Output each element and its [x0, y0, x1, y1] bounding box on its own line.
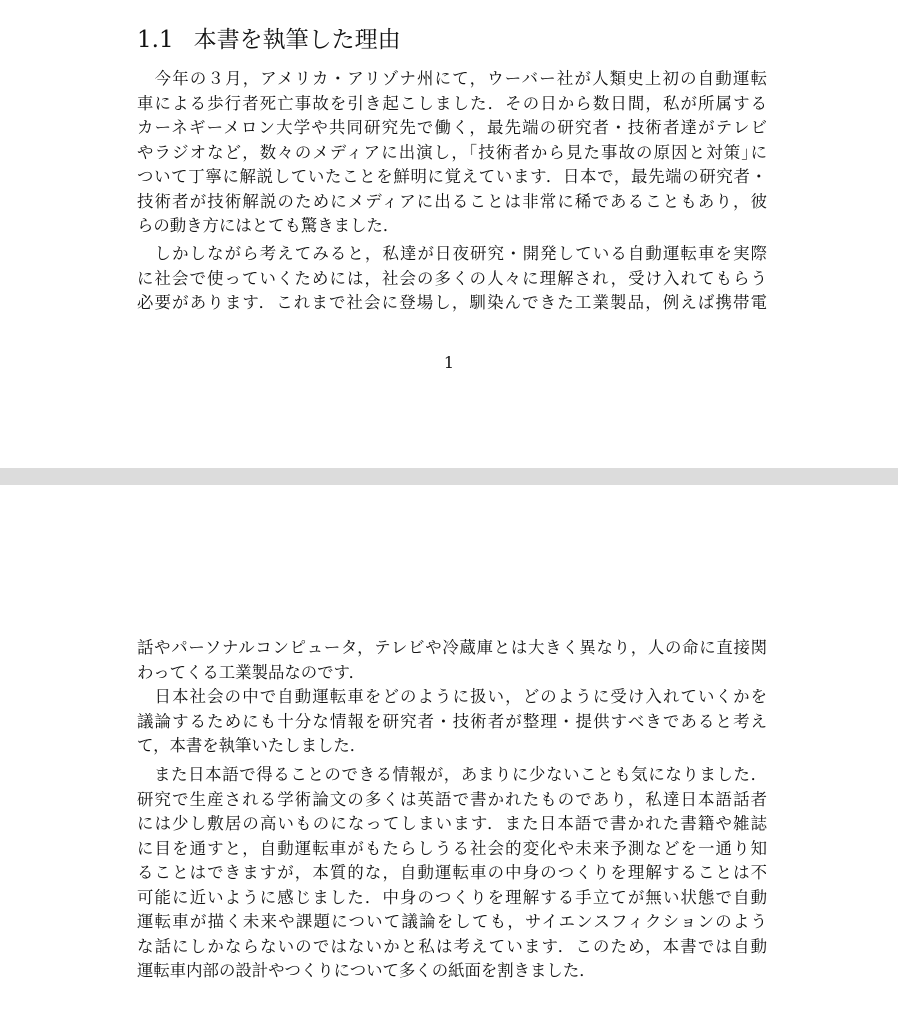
text-line: 今年の３月，アメリカ・アリゾナ州にて，ウーバー社が人類史上初の自動運転 [137, 69, 767, 88]
paragraph-2 [137, 242, 767, 316]
text-line: 話やパーソナルコンピュータ，テレビや冷蔵庫とは大きく異なり，人の命に直接関 [137, 638, 767, 657]
paragraph-1 [137, 67, 767, 239]
text-line: らの動き方にはとても驚きました． [137, 216, 400, 235]
text-line: ることはできますが，本質的な，自動運転車の中身のつくりを理解することは不 [137, 863, 767, 882]
text-line: わってくる工業製品なのです． [137, 662, 365, 682]
text-line: 日本社会の中で自動運転車をどのように扱い，どのように受け入れていくかを [137, 687, 767, 706]
section-heading [137, 24, 401, 56]
text-line: 研究で生産される学術論文の多くは英語で書かれたものであり，私達日本語話者 [137, 789, 767, 809]
text-line: ついて丁寧に解説していたことを鮮明に覚えています．日本で，最先端の研究者・ [137, 167, 767, 186]
text-line: 議論するためにも十分な情報を研究者・技術者が整理・提供すべきであると考え [137, 711, 767, 731]
text-line: しかしながら考えてみると，私達が日夜研究・開発している自動運転車を実際 [137, 244, 767, 263]
text-line: 車による歩行者死亡事故を引き起こしました．その日から数日間，私が所属する [137, 93, 767, 113]
text-line: には少し敷居の高いものになってしまいます．また日本語で書かれた書籍や雑誌 [137, 814, 767, 833]
page-1 [0, 0, 898, 468]
section-title: 本書を執筆した理由 [193, 27, 401, 53]
text-line: 運転車が描く未来や課題について議論をしても，サイエンスフィクションのよう [137, 912, 767, 931]
page-number: 1 [443, 353, 455, 372]
text-line: て，本書を執筆いたしました． [137, 736, 367, 755]
text-line: 技術者が技術解説のためにメディアに出ることは非常に稀であることもあり，彼 [137, 191, 767, 211]
paragraph-3 [137, 685, 767, 759]
text-line: に社会で使っていくためには，社会の多くの人々に理解され，受け入れてもらう [137, 268, 767, 288]
text-line: に目を通すと，自動運転車がもたらしうる社会的変化や未来予測などを一通り知 [137, 838, 767, 858]
text-line: やラジオなど，数々のメディアに出演し，｢技術者から見た事故の原因と対策｣に [137, 142, 767, 162]
text-line: 運転車内部の設計やつくりについて多くの紙面を割きました． [137, 961, 596, 980]
text-line: 必要があります．これまで社会に登場し，馴染んできた工業製品，例えば携帯電 [137, 293, 767, 312]
text-line: カーネギーメロン大学や共同研究先で働く，最先端の研究者・技術者達がテレビ [137, 118, 767, 137]
page-2 [0, 485, 898, 1024]
text-line: な話にしかならないのではないかと私は考えています．このため，本書では自動 [137, 936, 767, 956]
section-number: 1.1 [137, 27, 174, 53]
text-line: また日本語で得ることのできる情報が，あまりに少ないことも気になりました． [137, 765, 767, 784]
paragraph-4 [137, 763, 767, 984]
paragraph-continued [137, 636, 767, 685]
text-line: 可能に近いように感じました．中身のつくりを理解する手立てが無い状態で自動 [137, 887, 767, 907]
